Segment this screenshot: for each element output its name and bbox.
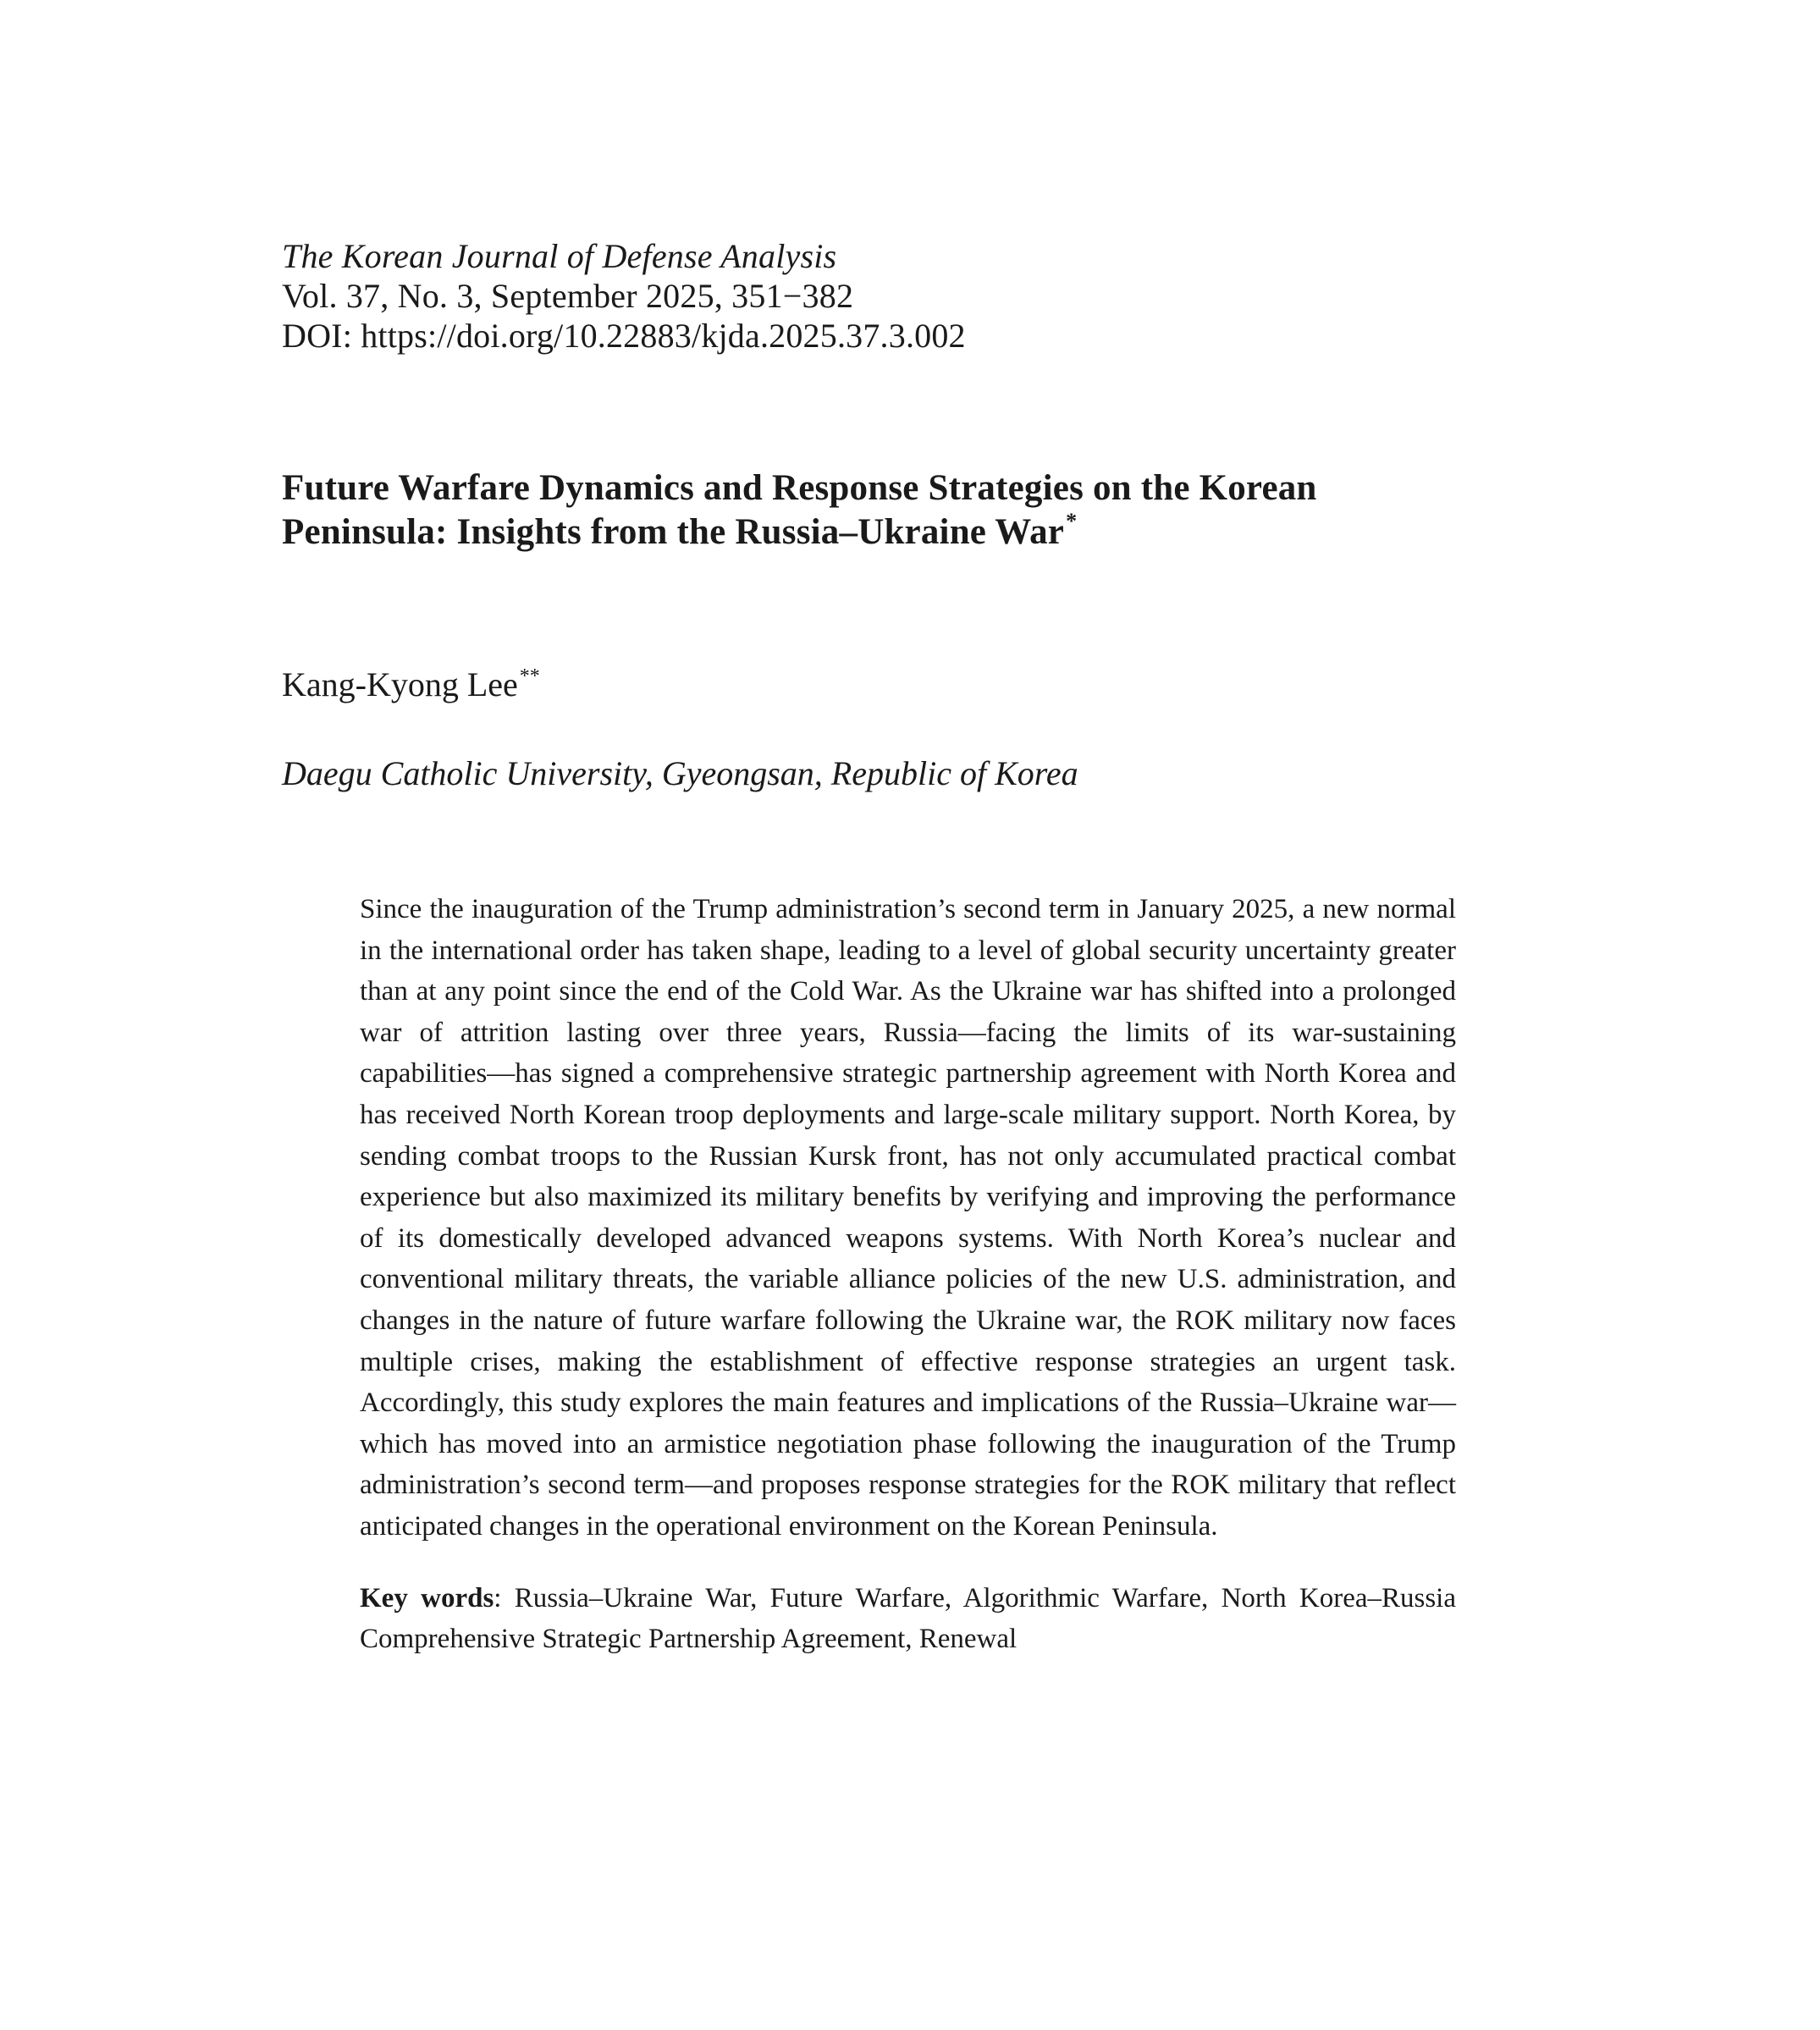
author-affiliation: Daegu Catholic University, Gyeongsan, Republic of Korea <box>282 754 1078 792</box>
abstract-text: Since the inauguration of the Trump administration’s second term in January 2025, a new normal in the international order has taken shape, leading to a level of global security uncertainty greater than at any point since the end of the Cold War. As the Ukraine war has shifted into a prolonged war of attrition lasting over three years, Russia—facing the limits of its war-sustaining capabilities—has signed a comprehensive strategic partnership agreement with North Korea and has received North Korean troop deployments and large-scale military support. North Korea, by sending combat troops to the Russian Kursk front, has not only accumulated practical combat experience but also maximized its military benefits by verifying and improving the performance of its domestically developed advanced weapons systems. With North Korea’s nuclear and conventional military threats, the variable alliance policies of the new U.S. administration, and changes in the nature of future warfare following the Ukraine war, the ROK military now faces multiple crises, making the establishment of effective response strategies an urgent task. Accordingly, this study explores the main features and implications of the Russia–Ukraine war—which has moved into an armistice negotiation phase following the inauguration of the Trump administration’s second term—and proposes response strategies for the ROK military that reflect anticipated changes in the operational environment on the Korean Peninsula. <box>360 894 1456 1542</box>
keywords-separator: : <box>494 1582 515 1614</box>
article-title-line1: Future Warfare Dynamics and Response Strategies on the Korean <box>282 468 1317 508</box>
abstract-section <box>360 889 1456 1660</box>
keywords-line <box>360 1578 1456 1660</box>
article-title-line2: Peninsula: Insights from the Russia–Ukraine War <box>282 512 1065 552</box>
journal-title: The Korean Journal of Defense Analysis <box>282 237 837 275</box>
journal-doi: DOI: https://doi.org/10.22883/kjda.2025.37.3.002 <box>282 317 966 355</box>
journal-header <box>282 236 1820 356</box>
journal-issue-line: Vol. 37, No. 3, September 2025, 351−382 <box>282 277 854 315</box>
author-line <box>282 665 1820 710</box>
author-name: Kang-Kyong Lee <box>282 665 518 703</box>
title-footnote-marker: * <box>1066 509 1078 533</box>
keywords-text: Russia–Ukraine War, Future Warfare, Algorithmic Warfare, North Korea–Russia Comprehensive Strategic Partnership Agreement, Renewal <box>360 1582 1456 1655</box>
keywords-label: Key words <box>360 1582 494 1614</box>
article-title <box>282 466 1492 559</box>
author-footnote-marker: ** <box>519 665 540 687</box>
